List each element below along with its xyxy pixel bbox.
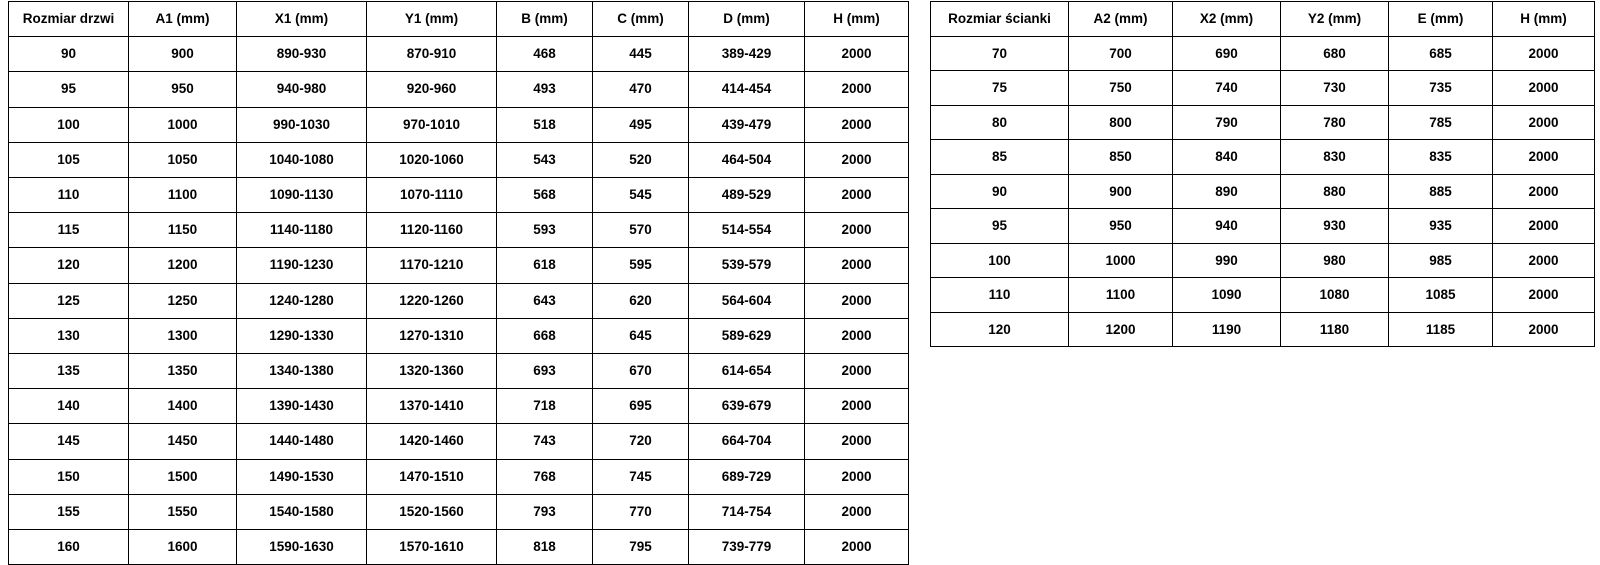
table-cell: 818 <box>497 530 593 565</box>
table-cell: 100 <box>931 243 1069 278</box>
table-cell: 940 <box>1173 209 1281 244</box>
table-cell: 85 <box>931 140 1069 175</box>
table-cell: 2000 <box>805 354 909 389</box>
table-cell: 1370-1410 <box>367 389 497 424</box>
table-cell: 1140-1180 <box>237 213 367 248</box>
table-cell: 115 <box>9 213 129 248</box>
table-cell: 1085 <box>1389 278 1493 313</box>
table-cell: 495 <box>593 107 689 142</box>
table-cell: 668 <box>497 318 593 353</box>
table-cell: 1040-1080 <box>237 142 367 177</box>
table-cell: 570 <box>593 213 689 248</box>
table-cell: 685 <box>1389 36 1493 71</box>
table-cell: 835 <box>1389 140 1493 175</box>
table-cell: 1350 <box>129 354 237 389</box>
table-cell: 750 <box>1069 71 1173 106</box>
table-row <box>931 278 1595 313</box>
table-cell: 2000 <box>805 494 909 529</box>
table-cell: 2000 <box>1493 312 1595 347</box>
table-cell: 589-629 <box>689 318 805 353</box>
table-cell: 1600 <box>129 530 237 565</box>
table-cell: 720 <box>593 424 689 459</box>
table-cell: 1300 <box>129 318 237 353</box>
table-cell: 90 <box>9 37 129 72</box>
table-cell: 120 <box>9 248 129 283</box>
table-cell: 1190 <box>1173 312 1281 347</box>
table-cell: 950 <box>129 72 237 107</box>
table-row <box>9 459 909 494</box>
table-cell: 618 <box>497 248 593 283</box>
table-cell: 770 <box>593 494 689 529</box>
table-cell: 768 <box>497 459 593 494</box>
table-cell: 940-980 <box>237 72 367 107</box>
table-cell: 2000 <box>805 107 909 142</box>
table-cell: 2000 <box>805 459 909 494</box>
table-row <box>9 107 909 142</box>
table-cell: 2000 <box>805 248 909 283</box>
table-cell: 639-679 <box>689 389 805 424</box>
table-cell: 414-454 <box>689 72 805 107</box>
table-cell: 140 <box>9 389 129 424</box>
table-row <box>931 36 1595 71</box>
table-cell: 740 <box>1173 71 1281 106</box>
table-row <box>9 142 909 177</box>
table-cell: 830 <box>1281 140 1389 175</box>
table-cell: 470 <box>593 72 689 107</box>
table-cell: 950 <box>1069 209 1173 244</box>
wall-table-head <box>931 2 1595 37</box>
table-cell: 700 <box>1069 36 1173 71</box>
table-cell: 930 <box>1281 209 1389 244</box>
table-cell: 1440-1480 <box>237 424 367 459</box>
table-cell: 2000 <box>805 424 909 459</box>
table-row <box>9 530 909 565</box>
table-cell: 643 <box>497 283 593 318</box>
table-row <box>9 248 909 283</box>
table-cell: 689-729 <box>689 459 805 494</box>
table-cell: 100 <box>9 107 129 142</box>
table-cell: 130 <box>9 318 129 353</box>
table-cell: 545 <box>593 178 689 213</box>
table-cell: 1070-1110 <box>367 178 497 213</box>
table-cell: 1270-1310 <box>367 318 497 353</box>
table-cell: 110 <box>9 178 129 213</box>
table-cell: 95 <box>9 72 129 107</box>
table-cell: 900 <box>1069 174 1173 209</box>
table-cell: 120 <box>931 312 1069 347</box>
table-cell: 80 <box>931 105 1069 140</box>
table-cell: 2000 <box>805 37 909 72</box>
table-row <box>9 389 909 424</box>
table-cell: 985 <box>1389 243 1493 278</box>
table-cell: 1200 <box>1069 312 1173 347</box>
table-cell: 793 <box>497 494 593 529</box>
table-row <box>9 494 909 529</box>
table-cell: 2000 <box>1493 71 1595 106</box>
table-row <box>931 140 1595 175</box>
table-cell: 890-930 <box>237 37 367 72</box>
table-cell: 840 <box>1173 140 1281 175</box>
table-row <box>9 72 909 107</box>
table-cell: 2000 <box>1493 209 1595 244</box>
table-cell: 1240-1280 <box>237 283 367 318</box>
table-cell: 2000 <box>1493 105 1595 140</box>
table-row <box>931 174 1595 209</box>
table-row <box>9 354 909 389</box>
table-cell: 870-910 <box>367 37 497 72</box>
wall-table-container <box>930 1 1595 347</box>
table-cell: 90 <box>931 174 1069 209</box>
table-cell: 1150 <box>129 213 237 248</box>
table-cell: 1450 <box>129 424 237 459</box>
table-cell: 743 <box>497 424 593 459</box>
table-cell: 620 <box>593 283 689 318</box>
table-cell: 900 <box>129 37 237 72</box>
table-cell: 795 <box>593 530 689 565</box>
column-header: E (mm) <box>1389 2 1493 37</box>
table-cell: 1050 <box>129 142 237 177</box>
table-cell: 543 <box>497 142 593 177</box>
table-cell: 564-604 <box>689 283 805 318</box>
table-row <box>9 318 909 353</box>
table-cell: 1190-1230 <box>237 248 367 283</box>
table-cell: 1090-1130 <box>237 178 367 213</box>
table-cell: 568 <box>497 178 593 213</box>
column-header: H (mm) <box>1493 2 1595 37</box>
table-cell: 885 <box>1389 174 1493 209</box>
table-cell: 970-1010 <box>367 107 497 142</box>
table-cell: 1250 <box>129 283 237 318</box>
table-cell: 664-704 <box>689 424 805 459</box>
table-cell: 75 <box>931 71 1069 106</box>
column-header: X2 (mm) <box>1173 2 1281 37</box>
table-cell: 493 <box>497 72 593 107</box>
table-cell: 1290-1330 <box>237 318 367 353</box>
table-cell: 735 <box>1389 71 1493 106</box>
table-cell: 890 <box>1173 174 1281 209</box>
table-cell: 745 <box>593 459 689 494</box>
table-cell: 1550 <box>129 494 237 529</box>
table-cell: 980 <box>1281 243 1389 278</box>
table-cell: 2000 <box>805 213 909 248</box>
table-cell: 693 <box>497 354 593 389</box>
doors-table-container <box>8 1 909 565</box>
table-cell: 1185 <box>1389 312 1493 347</box>
column-header: D (mm) <box>689 2 805 37</box>
column-header: Y1 (mm) <box>367 2 497 37</box>
doors-table-body <box>9 37 909 565</box>
table-cell: 1400 <box>129 389 237 424</box>
table-cell: 2000 <box>805 389 909 424</box>
column-header: C (mm) <box>593 2 689 37</box>
table-cell: 1120-1160 <box>367 213 497 248</box>
table-cell: 1570-1610 <box>367 530 497 565</box>
table-cell: 1000 <box>1069 243 1173 278</box>
table-row <box>931 71 1595 106</box>
table-cell: 1490-1530 <box>237 459 367 494</box>
table-cell: 2000 <box>805 318 909 353</box>
table-cell: 1000 <box>129 107 237 142</box>
table-cell: 614-654 <box>689 354 805 389</box>
table-cell: 1320-1360 <box>367 354 497 389</box>
table-row <box>931 209 1595 244</box>
table-cell: 145 <box>9 424 129 459</box>
table-cell: 935 <box>1389 209 1493 244</box>
table-cell: 1200 <box>129 248 237 283</box>
table-cell: 690 <box>1173 36 1281 71</box>
wall-dimensions-table <box>930 1 1595 347</box>
table-cell: 790 <box>1173 105 1281 140</box>
column-header: X1 (mm) <box>237 2 367 37</box>
table-cell: 155 <box>9 494 129 529</box>
column-header: Rozmiar drzwi <box>9 2 129 37</box>
table-cell: 670 <box>593 354 689 389</box>
table-cell: 1470-1510 <box>367 459 497 494</box>
table-cell: 445 <box>593 37 689 72</box>
table-cell: 70 <box>931 36 1069 71</box>
table-cell: 718 <box>497 389 593 424</box>
table-row <box>931 105 1595 140</box>
table-cell: 520 <box>593 142 689 177</box>
table-cell: 1220-1260 <box>367 283 497 318</box>
table-row <box>9 283 909 318</box>
table-cell: 2000 <box>805 283 909 318</box>
table-cell: 1090 <box>1173 278 1281 313</box>
table-row <box>9 37 909 72</box>
table-cell: 464-504 <box>689 142 805 177</box>
table-cell: 135 <box>9 354 129 389</box>
table-cell: 468 <box>497 37 593 72</box>
table-cell: 2000 <box>1493 278 1595 313</box>
table-cell: 645 <box>593 318 689 353</box>
table-cell: 1520-1560 <box>367 494 497 529</box>
table-cell: 2000 <box>805 178 909 213</box>
column-header: A1 (mm) <box>129 2 237 37</box>
table-header-row <box>931 2 1595 37</box>
table-row <box>9 178 909 213</box>
table-cell: 990 <box>1173 243 1281 278</box>
table-cell: 514-554 <box>689 213 805 248</box>
column-header: H (mm) <box>805 2 909 37</box>
table-row <box>9 213 909 248</box>
table-cell: 2000 <box>1493 36 1595 71</box>
table-cell: 2000 <box>805 72 909 107</box>
table-cell: 1020-1060 <box>367 142 497 177</box>
table-cell: 780 <box>1281 105 1389 140</box>
table-cell: 125 <box>9 283 129 318</box>
table-cell: 1100 <box>1069 278 1173 313</box>
table-cell: 95 <box>931 209 1069 244</box>
wall-table-body <box>931 36 1595 347</box>
column-header: A2 (mm) <box>1069 2 1173 37</box>
table-cell: 593 <box>497 213 593 248</box>
table-cell: 730 <box>1281 71 1389 106</box>
table-cell: 105 <box>9 142 129 177</box>
table-cell: 800 <box>1069 105 1173 140</box>
table-cell: 2000 <box>1493 140 1595 175</box>
table-cell: 1180 <box>1281 312 1389 347</box>
column-header: B (mm) <box>497 2 593 37</box>
table-row <box>931 243 1595 278</box>
table-cell: 990-1030 <box>237 107 367 142</box>
table-cell: 595 <box>593 248 689 283</box>
table-cell: 850 <box>1069 140 1173 175</box>
table-cell: 389-429 <box>689 37 805 72</box>
doors-dimensions-table <box>8 1 909 565</box>
table-cell: 160 <box>9 530 129 565</box>
table-cell: 680 <box>1281 36 1389 71</box>
table-header-row <box>9 2 909 37</box>
table-cell: 920-960 <box>367 72 497 107</box>
column-header: Y2 (mm) <box>1281 2 1389 37</box>
table-cell: 110 <box>931 278 1069 313</box>
table-cell: 539-579 <box>689 248 805 283</box>
table-cell: 1170-1210 <box>367 248 497 283</box>
table-cell: 2000 <box>1493 174 1595 209</box>
table-cell: 439-479 <box>689 107 805 142</box>
table-cell: 518 <box>497 107 593 142</box>
table-cell: 2000 <box>1493 243 1595 278</box>
table-row <box>931 312 1595 347</box>
table-cell: 785 <box>1389 105 1493 140</box>
table-cell: 1590-1630 <box>237 530 367 565</box>
table-cell: 1390-1430 <box>237 389 367 424</box>
table-cell: 489-529 <box>689 178 805 213</box>
table-cell: 880 <box>1281 174 1389 209</box>
table-cell: 2000 <box>805 530 909 565</box>
table-cell: 739-779 <box>689 530 805 565</box>
table-cell: 1340-1380 <box>237 354 367 389</box>
table-row <box>9 424 909 459</box>
doors-table-head <box>9 2 909 37</box>
table-cell: 1100 <box>129 178 237 213</box>
table-cell: 2000 <box>805 142 909 177</box>
table-cell: 1540-1580 <box>237 494 367 529</box>
table-cell: 1500 <box>129 459 237 494</box>
table-cell: 714-754 <box>689 494 805 529</box>
table-cell: 150 <box>9 459 129 494</box>
table-cell: 1080 <box>1281 278 1389 313</box>
column-header: Rozmiar ścianki <box>931 2 1069 37</box>
table-cell: 695 <box>593 389 689 424</box>
table-cell: 1420-1460 <box>367 424 497 459</box>
